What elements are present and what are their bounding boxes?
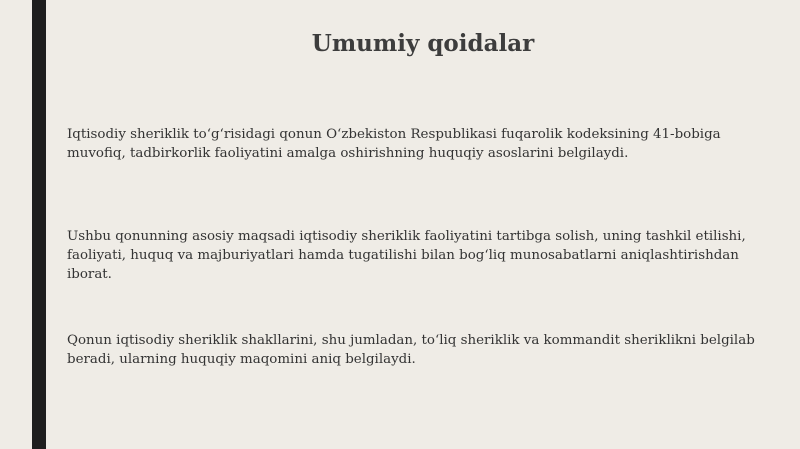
accent-bar (32, 0, 46, 449)
paragraph-3: Qonun iqtisodiy sheriklik shakllarini, shu jumladan, to‘liq sheriklik va kommandit sheriklikni belgilab beradi, ularning huquqiy maqomini aniq belgilaydi. (67, 333, 755, 367)
paragraph-2: Ushbu qonunning asosiy maqsadi iqtisodiy sheriklik faoliyatini tartibga solish, uning tashkil etilishi, faoliyati, huquq va majburiyatlari hamda tugatilishi bilan bog‘liq munosabatlarni aniqlashtirishdan iborat. (67, 229, 746, 282)
paragraph-1: Iqtisodiy sheriklik to‘g‘risidagi qonun O‘zbekiston Respublikasi fuqarolik kodeksining 41-bobiga muvofiq, tadbirkorlik faoliyatini amalga oshirishning huquqiy asoslarini belgilaydi. (67, 127, 721, 161)
slide-title: Umumiy qoidalar (311, 30, 535, 57)
